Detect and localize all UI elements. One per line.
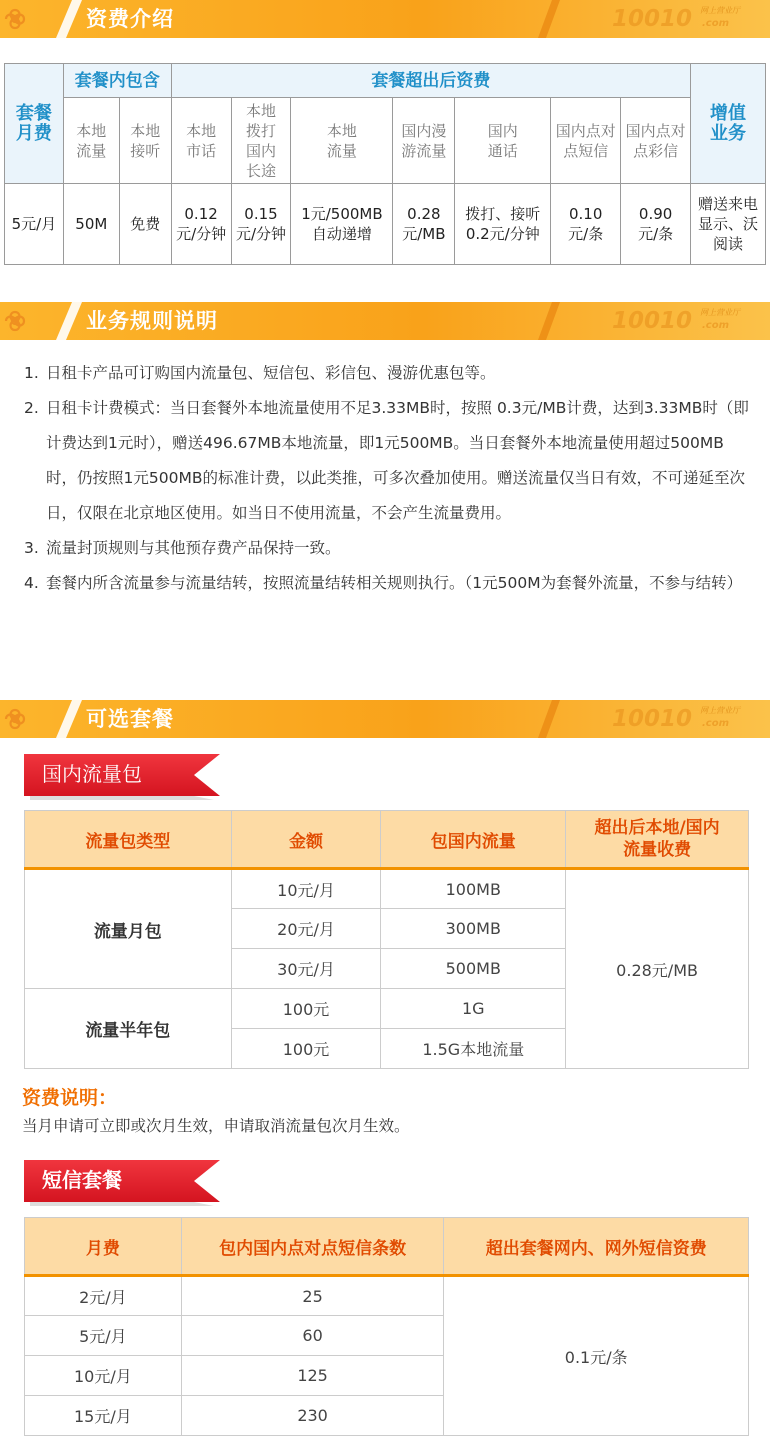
group-name: 流量半年包	[25, 989, 232, 1069]
cell: 5元/月	[5, 184, 64, 265]
fee-note-title: 资费说明：	[22, 1087, 118, 1109]
cell: 30元/月	[231, 949, 381, 989]
china-unicom-knot-icon	[0, 0, 58, 38]
sms-pack-table	[24, 1217, 749, 1436]
cell: 125	[181, 1356, 444, 1396]
subheader: 本地流量	[291, 98, 393, 184]
cell: 免费	[119, 184, 171, 265]
group-name: 流量月包	[25, 869, 232, 989]
ribbon-sms-pack	[24, 1158, 220, 1210]
column-header: 超出后本地/国内流量收费	[566, 811, 749, 869]
item-text: 日租卡产品可订购国内流量包、短信包、彩信包、漫游优惠包等。	[46, 364, 496, 382]
brand-domain: .com	[702, 320, 730, 331]
brand-domain: .com	[702, 18, 730, 29]
column-header: 流量包类型	[25, 811, 232, 869]
brand-sub: 网上营业厅	[700, 6, 740, 15]
ribbon-title: 国内流量包	[42, 762, 142, 786]
cell: 0.12元/分钟	[171, 184, 231, 265]
data-pack-table	[24, 810, 749, 1069]
slash-decoration-icon	[56, 302, 82, 340]
rules-list	[24, 356, 754, 601]
brand-sub: 网上营业厅	[700, 706, 740, 715]
cell: 拨打、接听0.2元/分钟	[455, 184, 551, 265]
fee-note-text: 当月申请可立即或次月生效，申请取消流量包次月生效。	[22, 1117, 410, 1135]
slash-decoration-icon	[538, 0, 562, 38]
cell: 100MB	[381, 869, 566, 909]
cell: 1G	[381, 989, 566, 1029]
brand-domain: .com	[702, 718, 730, 729]
cell: 100元	[231, 1029, 381, 1069]
section-title: 资费介绍	[86, 7, 174, 31]
column-header: 超出套餐网内、网外短信资费	[444, 1218, 749, 1276]
brand-logo: 10010	[612, 308, 693, 334]
item-number: 1.	[24, 364, 39, 382]
subheader: 本地流量	[63, 98, 119, 184]
subheader: 本地接听	[119, 98, 171, 184]
subheader: 国内点对点彩信	[621, 98, 691, 184]
slash-decoration-icon	[538, 302, 562, 340]
cell: 230	[181, 1396, 444, 1436]
brand-logo: 10010	[612, 706, 693, 732]
list-item	[24, 356, 754, 391]
item-text: 流量封顶规则与其他预存费产品保持一致。	[46, 539, 341, 557]
item-text: 套餐内所含流量参与流量结转，按照流量结转相关规则执行。（1元500M为套餐外流量，不参与结转）	[46, 574, 743, 592]
section-header-optional	[0, 700, 770, 738]
brand-logo: 10010	[612, 6, 693, 32]
subheader: 本地拨打国内长途	[231, 98, 291, 184]
cell: 100元	[231, 989, 381, 1029]
item-text: 日租卡计费模式：当日套餐外本地流量使用不足3.33MB时，按照 0.3元/MB计费，达到3.33MB时（即计费达到1元时），赠送496.67MB本地流量，即1元500MB。当日套餐外本地流量使用超过500MB时，仍按照1元500MB的标准计费，以此类推，可多次叠加使用。赠送流量仅当日有效，不可递延至次日，仅限在北京地区使用。如当日不使用流量，不会产生流量费用。	[46, 399, 749, 522]
subheader: 国内漫游流量	[393, 98, 455, 184]
item-number: 4.	[24, 574, 39, 592]
cell: 10元/月	[231, 869, 381, 909]
list-item	[24, 566, 754, 601]
column-header: 包国内流量	[381, 811, 566, 869]
column-header: 金额	[231, 811, 381, 869]
ribbon-data-pack	[24, 752, 220, 804]
brand-sub: 网上营业厅	[700, 308, 740, 317]
subheader: 国内通话	[455, 98, 551, 184]
cell: 15元/月	[25, 1396, 182, 1436]
china-unicom-knot-icon	[0, 302, 58, 340]
cell: 25	[181, 1276, 444, 1316]
cell: 0.28元/MB	[393, 184, 455, 265]
header-monthly-fee: 套餐月费	[5, 64, 64, 184]
section-header-fees	[0, 0, 770, 38]
china-unicom-knot-icon	[0, 700, 58, 738]
header-vas: 增值业务	[691, 64, 766, 184]
cell: 1元/500MB自动递增	[291, 184, 393, 265]
slash-decoration-icon	[56, 0, 82, 38]
subheader: 国内点对点短信	[551, 98, 621, 184]
cell: 20元/月	[231, 909, 381, 949]
ribbon-title: 短信套餐	[42, 1168, 122, 1192]
cell: 500MB	[381, 949, 566, 989]
cell: 5元/月	[25, 1316, 182, 1356]
fee-table	[4, 63, 766, 265]
list-item	[24, 391, 754, 531]
cell: 0.15元/分钟	[231, 184, 291, 265]
item-number: 2.	[24, 399, 39, 417]
cell: 0.10元/条	[551, 184, 621, 265]
overage-cell: 0.28元/MB	[566, 869, 749, 1069]
cell: 赠送来电显示、沃阅读	[691, 184, 766, 265]
overage-cell: 0.1元/条	[444, 1276, 749, 1436]
column-header: 月费	[25, 1218, 182, 1276]
cell: 60	[181, 1316, 444, 1356]
cell: 0.90元/条	[621, 184, 691, 265]
header-overage: 套餐超出后资费	[171, 64, 690, 98]
slash-decoration-icon	[56, 700, 82, 738]
section-title: 可选套餐	[86, 707, 174, 731]
slash-decoration-icon	[538, 700, 562, 738]
column-header: 包内国内点对点短信条数	[181, 1218, 444, 1276]
cell: 2元/月	[25, 1276, 182, 1316]
item-number: 3.	[24, 539, 39, 557]
cell: 300MB	[381, 909, 566, 949]
cell: 1.5G本地流量	[381, 1029, 566, 1069]
section-title: 业务规则说明	[86, 309, 218, 333]
subheader: 本地市话	[171, 98, 231, 184]
header-included: 套餐内包含	[63, 64, 171, 98]
cell: 10元/月	[25, 1356, 182, 1396]
section-header-rules	[0, 302, 770, 340]
cell: 50M	[63, 184, 119, 265]
list-item	[24, 531, 754, 566]
